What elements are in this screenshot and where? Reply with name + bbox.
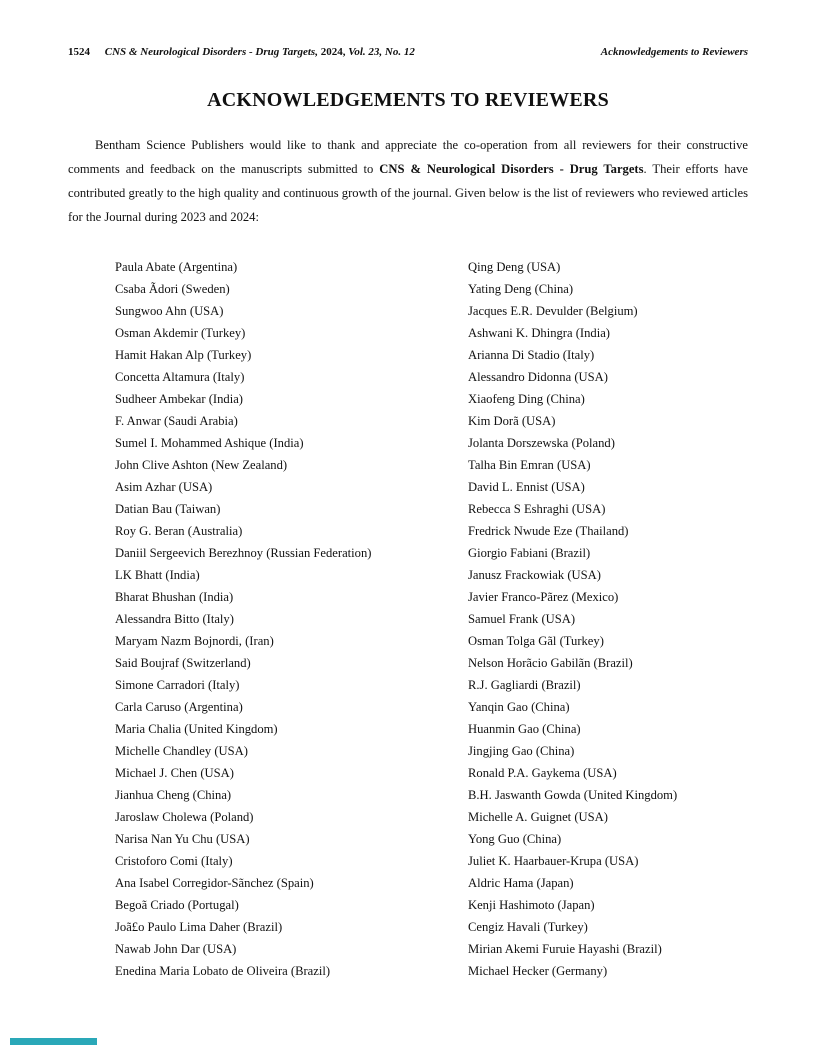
reviewer-name: Javier Franco-Pãrez (Mexico) [468,590,619,604]
reviewer-name: Kim Dorã (USA) [468,414,556,428]
reviewer-name: Sungwoo Ahn (USA) [115,304,224,318]
reviewer-column-right [468,256,788,982]
reviewer-name: Paula Abate (Argentina) [115,260,238,274]
intro-text-1: Bentham Science Publishers would like to thank and appreciate the co-operation from all reviewers for their constructive comments and feedback on the manuscripts submitted to [68,138,748,176]
reviewer-name: Sudheer Ambekar (India) [115,392,243,406]
reviewer-name: Jacques E.R. Devulder (Belgium) [468,304,638,318]
reviewer-name: Narisa Nan Yu Chu (USA) [115,832,250,846]
reviewer-name: Joã£o Paulo Lima Daher (Brazil) [115,920,283,934]
intro-journal-name: CNS & Neurological Disorders - Drug Targets [379,162,644,176]
reviewer-name: Jaroslaw Cholewa (Poland) [115,810,254,824]
running-head [68,46,748,58]
reviewer-name: Kenji Hashimoto (Japan) [468,898,595,912]
reviewer-list [115,256,788,982]
reviewer-name: Maryam Nazm Bojnordi, (Iran) [115,634,274,648]
reviewer-name: Aldric Hama (Japan) [468,876,574,890]
journal-name: CNS & Neurological Disorders - Drug Targets, [104,46,318,58]
reviewer-name: Arianna Di Stadio (Italy) [468,348,595,362]
reviewer-name: R.J. Gagliardi (Brazil) [468,678,581,692]
reviewer-name: Juliet K. Haarbauer-Krupa (USA) [468,854,639,868]
reviewer-name: Carla Caruso (Argentina) [115,700,243,714]
intro-text-2: . Their efforts have contributed greatly to the high quality and continuous growth of the journal. Given below is the list of reviewers who reviewed articles for the Journal during 2023 and 2024: [68,162,748,224]
reviewer-name: Said Boujraf (Switzerland) [115,656,251,670]
reviewer-name: Sumel I. Mohammed Ashique (India) [115,436,304,450]
reviewer-name: Enedina Maria Lobato de Oliveira (Brazil) [115,964,331,978]
reviewer-name: Osman Tolga Gãl (Turkey) [468,634,604,648]
reviewer-name: Mirian Akemi Furuie Hayashi (Brazil) [468,942,662,956]
reviewer-name: Datian Bau (Taiwan) [115,502,221,516]
reviewer-name: Cristoforo Comi (Italy) [115,854,233,868]
reviewer-name: Michelle Chandley (USA) [115,744,248,758]
reviewer-name: Simone Carradori (Italy) [115,678,240,692]
reviewer-name: Talha Bin Emran (USA) [468,458,591,472]
reviewer-name: John Clive Ashton (New Zealand) [115,458,288,472]
reviewer-name: Bharat Bhushan (India) [115,590,234,604]
intro-paragraph [68,133,748,229]
reviewer-name: Csaba Ãdori (Sweden) [115,282,230,296]
reviewer-name: Begoã Criado (Portugal) [115,898,239,912]
journal-volume: Vol. 23, No. 12 [348,46,415,58]
reviewer-name: Yanqin Gao (China) [468,700,570,714]
reviewer-name: Osman Akdemir (Turkey) [115,326,246,340]
reviewer-name: David L. Ennist (USA) [468,480,585,494]
reviewer-name: Alessandro Didonna (USA) [468,370,608,384]
reviewer-name: Roy G. Beran (Australia) [115,524,243,538]
reviewer-name: B.H. Jaswanth Gowda (United Kingdom) [468,788,678,802]
reviewer-name: Fredrick Nwude Eze (Thailand) [468,524,629,538]
reviewer-name: F. Anwar (Saudi Arabia) [115,414,238,428]
reviewer-name: Jingjing Gao (China) [468,744,575,758]
reviewer-name: Concetta Altamura (Italy) [115,370,245,384]
reviewer-name: Xiaofeng Ding (China) [468,392,585,406]
reviewer-name: Jolanta Dorszewska (Poland) [468,436,615,450]
journal-year: 2024, [320,46,346,58]
reviewer-name: Michelle A. Guignet (USA) [468,810,608,824]
reviewer-name: Michael J. Chen (USA) [115,766,234,780]
reviewer-name: Asim Azhar (USA) [115,480,213,494]
reviewer-name: Qing Deng (USA) [468,260,561,274]
reviewer-name: Huanmin Gao (China) [468,722,581,736]
page-number: 1524 [68,46,90,58]
reviewer-name: Yong Guo (China) [468,832,562,846]
reviewer-column-left [115,256,468,982]
reviewer-name: Hamit Hakan Alp (Turkey) [115,348,252,362]
reviewer-name: Yating Deng (China) [468,282,574,296]
reviewer-name: Jianhua Cheng (China) [115,788,232,802]
reviewer-name: Ronald P.A. Gaykema (USA) [468,766,617,780]
reviewer-name: LK Bhatt (India) [115,568,200,582]
running-head-left [68,46,415,58]
page-title: ACKNOWLEDGEMENTS TO REVIEWERS [207,89,609,111]
reviewer-name: Samuel Frank (USA) [468,612,576,626]
footer-accent-bar [10,1038,97,1045]
reviewer-name: Daniil Sergeevich Berezhnoy (Russian Federation) [115,546,372,560]
reviewer-name: Michael Hecker (Germany) [468,964,608,978]
reviewer-name: Nelson Horãcio Gabilãn (Brazil) [468,656,633,670]
reviewer-name: Janusz Frackowiak (USA) [468,568,601,582]
reviewer-name: Maria Chalia (United Kingdom) [115,722,278,736]
reviewer-name: Ana Isabel Corregidor-Sãnchez (Spain) [115,876,314,890]
reviewer-name: Cengiz Havali (Turkey) [468,920,588,934]
running-head-section: Acknowledgements to Reviewers [600,46,748,58]
reviewer-name: Rebecca S Eshraghi (USA) [468,502,606,516]
reviewer-name: Nawab John Dar (USA) [115,942,237,956]
reviewer-name: Alessandra Bitto (Italy) [115,612,234,626]
reviewer-name: Giorgio Fabiani (Brazil) [468,546,591,560]
reviewer-name: Ashwani K. Dhingra (India) [468,326,610,340]
